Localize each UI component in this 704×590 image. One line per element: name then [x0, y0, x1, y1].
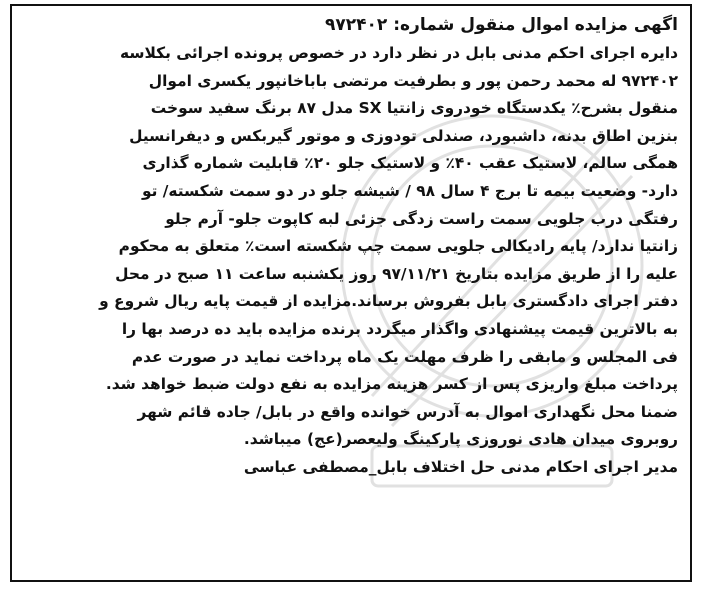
- notice-body: [22, 40, 678, 454]
- notice-line: ۹۷۲۴۰۲ له محمد رحمن پور و بطرفیت مرتضی باباخانپور یکسری اموال: [148, 71, 678, 90]
- notice-line: فی المجلس و مابقی را ظرف مهلت یک ماه پرداخت نماید در صورت عدم: [131, 347, 678, 366]
- notice-line: رفتگی درب جلویی سمت راست زدگی جزئی لبه کاپوت جلو- آرم جلو: [165, 209, 678, 228]
- notice-line: پرداخت مبلغ واریزی پس از کسر هزینه مزایده به نفع دولت ضبط خواهد شد.: [105, 375, 678, 394]
- notice-line: منقول بشرح٪ یکدستگاه خودروی زانتیا SX مدل ۸۷ برنگ سفید سوخت: [150, 99, 678, 118]
- notice-line: به بالاترین قیمت پیشنهادی واگذار میگردد برنده مزایده باید ده درصد بها را: [121, 319, 678, 338]
- notice-line: ضمنا محل نگهداری اموال به آدرس خوانده واقع در بابل/ جاده قائم شهر: [137, 402, 678, 421]
- notice-line: زانتیا ندارد/ پایه رادیکالی جلویی سمت چپ شکسته است٪ متعلق به محکوم: [118, 237, 678, 256]
- notice-line: روبروی میدان هادی نوروزی پارکینگ ولیعصر(عج) میباشد.: [243, 430, 678, 449]
- notice-frame: [10, 4, 692, 582]
- notice-line: دارد- وضعیت بیمه تا برج ۴ سال ۹۸ / شیشه جلو در دو سمت شکسته/ تو: [141, 181, 678, 200]
- notice-line: دایره اجرای احکم مدنی بابل در نظر دارد در خصوص پرونده اجرائی بکلاسه: [120, 44, 678, 62]
- notice-signature: مدیر اجرای احکام مدنی حل اختلاف بابل_مصطفی عباسی: [243, 457, 678, 476]
- notice-line: همگی سالم، لاستیک عقب ۴۰٪ و لاستیک جلو ۲۰٪ قابلیت شماره گذاری: [142, 154, 678, 173]
- notice-line: علیه را از طریق مزایده بتاریخ ۹۷/۱۱/۲۱ روز یکشنبه ساعت ۱۱ صبح در محل: [115, 264, 678, 283]
- notice-title: اگهی مزایده اموال منقول شماره: ۹۷۲۴۰۲: [325, 15, 678, 35]
- notice-line: بنزین اطاق بدنه، داشبورد، صندلی تودوزی و موتور گیربکس و دیفرانسیل: [129, 126, 678, 145]
- notice-line: دفتر اجرای دادگستری بابل بفروش برساند.مزایده از قیمت پایه ریال شروع و: [99, 292, 678, 311]
- notice-content: [12, 6, 690, 481]
